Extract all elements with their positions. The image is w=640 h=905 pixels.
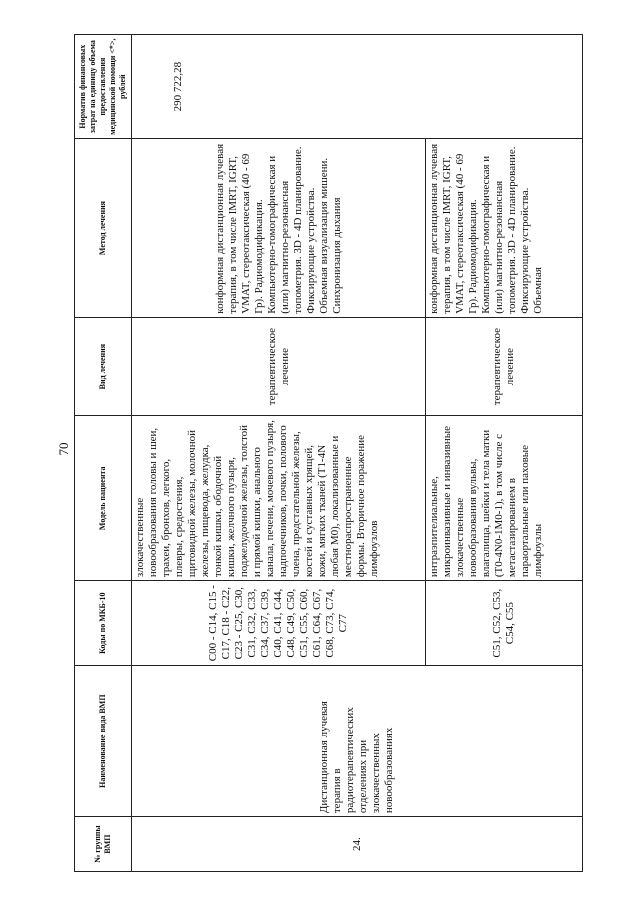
- vmp-name: Дистанционная лучевая терапия в радиотерапевтических отделениях при злокачественных новообразованиях: [318, 701, 395, 814]
- header-patient-model: Модель пациента: [75, 416, 132, 581]
- table-row: [132, 35, 426, 872]
- treatment-method: конформная дистанционная лучевая терапия, в том числе IMRT, IGRT, VMAT, стереотаксическая (40 - 69 Гр). Радиомодификация. Компьютерно-томографическая и (или) магнитно-резонансная топометрия. 3D - 4D планирование. Фиксирующие устройства. Объемная визуализация мишени. Синхронизация дыхания: [213, 143, 343, 314]
- icd-codes: C00 - C14, C15 - C17, C18 - C22, C23 - C25, C30, C31, C32, C33, C34, C37, C39, C40, C41, C44, C48, C49, C50, C51, C55, C60, C61, C64, C67, C68, C73, C74, C77: [207, 585, 349, 662]
- icd-codes-cell: [132, 581, 426, 666]
- patient-model-cell: [132, 416, 426, 581]
- patient-model-cell: [426, 416, 583, 581]
- vmp-name-cell: [132, 666, 583, 817]
- header-vmp-name: Наименование вида ВМП: [75, 666, 132, 817]
- treatment-type: терапевтическое лечение: [265, 328, 291, 406]
- treatment-type: терапевтическое лечение: [491, 328, 516, 406]
- table-header-row: [75, 35, 132, 872]
- header-group-number: № группы ВМП: [75, 817, 132, 872]
- treatment-method-cell: [426, 139, 583, 317]
- rotated-sheet: [74, 34, 579, 872]
- treatment-type-cell: [132, 317, 426, 416]
- icd-codes: C51, C52, C53, C54, C55: [491, 588, 516, 658]
- group-number: 24.: [350, 837, 363, 851]
- header-cost-norm: Норматив финансовых затрат на единицу объема предоставления медицинской помощи <*>, рублей: [75, 35, 132, 139]
- icd-codes-cell: [426, 581, 583, 666]
- vmp-table: [74, 34, 583, 872]
- treatment-method-cell: [132, 139, 426, 317]
- patient-model: злокачественные новообразования головы и шеи, трахеи, бронхов, легкого, плевры, средостения, щитовидной железы, молочной железы, пищевода, желудка, тонкой кишки, ободочной кишки, желчного пузыря, поджелудочной железы, толстой и прямой кишки, анального канала, печени, мочевого пузыря, надпочечников, почки, полового члена, предстательной железы, костей и суставных хрящей, кожи, мягких тканей (T1-4N любая M0), локализованные и местнораспространенные формы. Вторичное поражение лимфоузлов: [134, 420, 380, 578]
- cost-norm-cell: [132, 35, 583, 139]
- cost-norm: 290 722,28: [172, 61, 184, 112]
- header-treatment-type: Вид лечения: [75, 317, 132, 416]
- patient-model: интраэпителиальные, микроинвазивные и инвазивные злокачественные новообразования вульвы, влагалища, шейки и тела матки (T0-4N0-1M0-1), в том числе с метастазированием в параортальные или паховые лимфоузлы: [428, 425, 544, 578]
- header-treatment-method: Метод лечения: [75, 139, 132, 317]
- header-icd-codes: Коды по МКБ-10: [75, 581, 132, 666]
- page-number: 70: [56, 442, 71, 456]
- treatment-method: конформная дистанционная лучевая терапия, в том числе IMRT, IGRT, VMAT, стереотаксическая (40 - 69 Гр). Радиомодификация. Компьютерно-томографическая и (или) магнитно-резонансная топометрия. 3D - 4D планирование. Фиксирующие устройства. Объемная: [428, 143, 544, 314]
- treatment-type-cell: [426, 317, 583, 416]
- group-number-cell: [132, 817, 583, 872]
